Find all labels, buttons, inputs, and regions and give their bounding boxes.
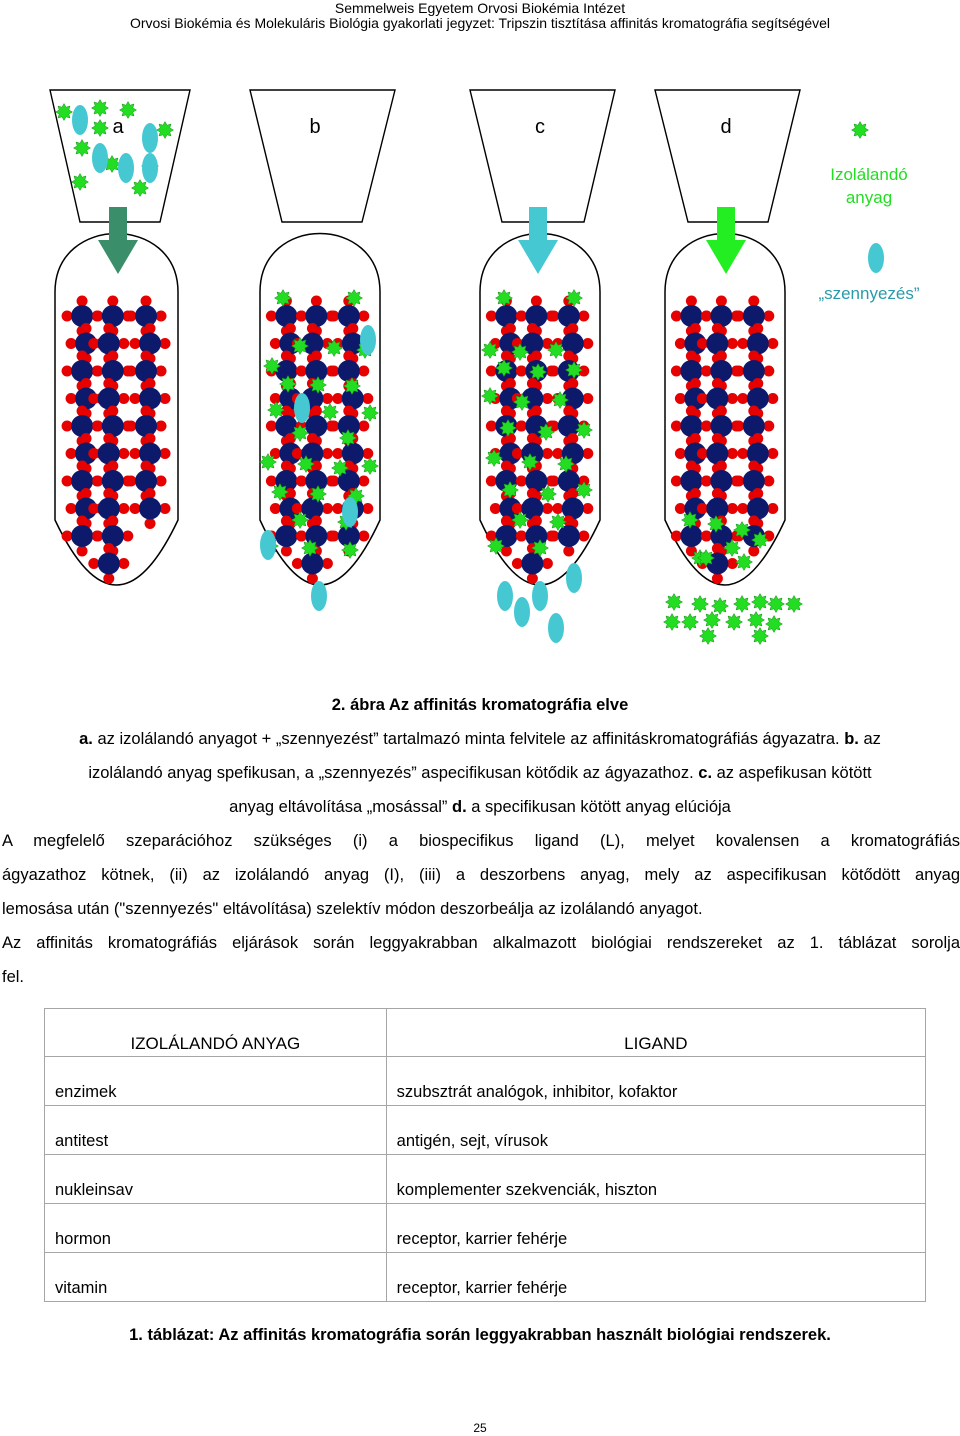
panel-label-b: b	[309, 116, 321, 138]
target-molecule-icon	[538, 424, 555, 441]
target-molecule-icon	[56, 104, 73, 121]
target-molecule-icon	[260, 454, 277, 471]
target-molecule-icon	[752, 532, 769, 549]
target-molecule-icon	[682, 512, 699, 529]
caption-step-b: b.	[844, 730, 859, 748]
target-molecule-icon	[486, 450, 503, 467]
table-cell: receptor, karrier fehérje	[386, 1204, 925, 1253]
legend-target-label: Izolálandó	[830, 165, 908, 184]
target-molecule-icon	[326, 340, 343, 357]
target-molecule-icon	[768, 596, 785, 613]
page-number: 25	[473, 1421, 487, 1435]
target-molecule-icon	[74, 140, 91, 157]
table-cell: antigén, sejt, vírusok	[386, 1106, 925, 1155]
impurity-molecule-icon	[142, 153, 158, 183]
target-molecule-icon	[576, 482, 593, 499]
affinity-chromatography-figure	[0, 80, 960, 650]
target-molecule-icon	[734, 596, 751, 613]
target-molecule-icon	[157, 122, 174, 139]
page-header-institute: Semmelweis Egyetem Orvosi Biokémia Intézet	[334, 0, 626, 16]
target-molecule-icon	[698, 550, 715, 567]
target-molecule-icon	[530, 364, 547, 381]
target-molecule-icon	[488, 538, 505, 555]
table-row	[45, 1204, 926, 1253]
table-cell: receptor, karrier fehérje	[386, 1253, 925, 1302]
target-molecule-icon	[268, 402, 285, 419]
target-molecule-icon	[92, 100, 109, 117]
target-molecule-icon	[712, 598, 729, 615]
impurity-molecule-icon	[72, 105, 88, 135]
target-molecule-icon	[514, 394, 531, 411]
target-molecule-icon	[522, 454, 539, 471]
table-cell: vitamin	[45, 1253, 387, 1302]
target-molecule-icon	[482, 388, 499, 405]
target-molecule-icon	[512, 512, 529, 529]
table-cell: nukleinsav	[45, 1155, 387, 1204]
impurity-molecule-icon	[294, 393, 310, 423]
target-molecule-icon	[482, 342, 499, 359]
panel-label-a: a	[112, 116, 124, 138]
impurity-molecule-icon	[342, 497, 358, 527]
target-molecule-icon	[500, 420, 517, 437]
target-molecule-icon	[734, 522, 751, 539]
arrow-shaft	[109, 207, 127, 243]
target-molecule-icon	[346, 290, 363, 307]
target-molecule-icon	[340, 430, 357, 447]
impurity-molecule-icon	[514, 597, 530, 627]
target-molecule-icon	[302, 540, 319, 557]
target-molecule-icon	[292, 425, 309, 442]
panel-label-d: d	[720, 116, 732, 138]
target-molecule-icon	[272, 484, 289, 501]
target-molecule-icon	[724, 540, 741, 557]
target-molecule-icon	[532, 540, 549, 557]
arrow-shaft	[717, 207, 735, 243]
impurity-molecule-icon	[548, 613, 564, 643]
legend-impurity-label: „szennyezés”	[818, 284, 920, 303]
target-molecule-icon	[322, 404, 339, 421]
table-cell: hormon	[45, 1204, 387, 1253]
body-paragraph-1-line-3: lemosása után ("szennyezés" eltávolítása) szelektív módon deszorbeálja az izolálandó anyagot.	[2, 900, 703, 918]
ligand-table	[44, 1008, 926, 1302]
target-molecule-icon	[292, 338, 309, 355]
target-molecule-icon	[766, 616, 783, 633]
target-molecule-icon	[310, 377, 327, 394]
body-paragraph-1-line-1: A megfelelő szeparációhoz szükséges (i) a biospecifikus ligand (L), melyet kovalensen a kromatográfiás	[2, 832, 960, 850]
caption-step-a: a.	[79, 730, 93, 748]
caption-step-d: d.	[452, 798, 467, 816]
funnel-b	[250, 90, 395, 222]
target-molecule-icon	[666, 594, 683, 611]
target-molecule-icon	[132, 180, 149, 197]
target-molecule-icon	[310, 486, 327, 503]
impurity-molecule-icon	[92, 143, 108, 173]
table-row	[45, 1155, 926, 1204]
figure-caption-line3: anyag eltávolítása „mosással” d. a specifikusan kötött anyag elúciója	[229, 798, 731, 816]
target-molecule-icon	[332, 460, 349, 477]
target-molecule-icon	[280, 376, 297, 393]
arrow-shaft	[529, 207, 547, 243]
impurity-molecule-icon	[142, 123, 158, 153]
target-molecule-icon	[748, 612, 765, 629]
body-paragraph-2-line-1: Az affinitás kromatográfiás eljárások során leggyakrabban alkalmazott biológiai rendszereket az 1. táblázat sorolja	[2, 934, 960, 952]
target-molecule-icon	[576, 422, 593, 439]
funnel-c	[470, 90, 615, 222]
funnel-d	[655, 90, 800, 222]
target-molecule-icon	[362, 458, 379, 475]
target-molecule-icon	[692, 596, 709, 613]
target-molecule-icon	[786, 596, 803, 613]
target-molecule-icon	[566, 290, 583, 307]
target-molecule-icon	[72, 174, 89, 191]
table-cell: antitest	[45, 1106, 387, 1155]
target-molecule-icon	[540, 486, 557, 503]
target-molecule-icon	[704, 612, 721, 629]
target-molecule-icon	[496, 360, 513, 377]
impurity-molecule-icon	[566, 563, 582, 593]
legend-target-label-2: anyag	[845, 188, 893, 207]
column-a	[55, 234, 178, 586]
target-molecule-icon	[558, 456, 575, 473]
target-molecule-icon	[496, 290, 513, 307]
target-molecule-icon	[502, 482, 519, 499]
table-header-ligand: LIGAND	[386, 1009, 925, 1057]
panel-label-c: c	[535, 116, 545, 138]
table-cell: enzimek	[45, 1057, 387, 1106]
figure-caption-title: 2. ábra Az affinitás kromatográfia elve	[331, 696, 629, 714]
impurity-molecule-icon	[360, 325, 376, 355]
target-molecule-icon	[298, 456, 315, 473]
page-header-title: Orvosi Biokémia és Molekuláris Biológia gyakorlati jegyzet: Tripszin tisztítása affinitás kromatográfia segítségével	[129, 15, 831, 31]
column-c	[480, 234, 600, 586]
target-molecule-icon	[92, 120, 109, 137]
impurity-molecule-icon	[311, 581, 327, 611]
target-molecule-icon	[550, 514, 567, 531]
caption-step-c: c.	[698, 764, 713, 782]
target-molecule-icon	[342, 542, 359, 559]
table-cell: szubsztrát analógok, inhibitor, kofaktor	[386, 1057, 925, 1106]
target-molecule-icon	[275, 290, 292, 307]
target-molecule-icon	[548, 342, 565, 359]
column-d	[665, 234, 785, 586]
target-molecule-icon	[752, 594, 769, 611]
target-molecule-icon	[362, 405, 379, 422]
body-paragraph-2-line-2: fel.	[2, 968, 25, 986]
target-molecule-icon	[264, 358, 281, 375]
target-molecule-icon	[736, 554, 753, 571]
target-molecule-icon	[752, 628, 769, 645]
impurity-molecule-icon	[532, 581, 548, 611]
table-cell: komplementer szekvenciák, hiszton	[386, 1155, 925, 1204]
table-row	[45, 1057, 926, 1106]
impurity-molecule-icon	[118, 153, 134, 183]
legend-impurity-icon	[868, 243, 884, 273]
table-row	[45, 1253, 926, 1302]
target-molecule-icon	[700, 628, 717, 645]
table-caption: 1. táblázat: Az affinitás kromatográfia során leggyakrabban használt biológiai rendszerek.	[129, 1326, 831, 1344]
target-molecule-icon	[664, 614, 681, 631]
target-molecule-icon	[682, 614, 699, 631]
legend-target-icon	[852, 122, 869, 139]
impurity-molecule-icon	[497, 581, 513, 611]
table-header-row	[45, 1009, 926, 1057]
impurity-molecule-icon	[260, 530, 276, 560]
target-molecule-icon	[566, 362, 583, 379]
table-row	[45, 1106, 926, 1155]
target-molecule-icon	[512, 344, 529, 361]
figure-caption-line2: izolálandó anyag spefikusan, a „szennyezés” aspecifikusan kötődik az ágyazathoz. c. az aspefikusan kötött	[88, 764, 872, 782]
body-paragraph-1-line-2: ágyazathoz kötnek, (ii) az izolálandó anyag (I), (iii) a deszorbens anyag, mely az aspecifikusan kötődött anyag	[2, 866, 960, 884]
target-molecule-icon	[292, 512, 309, 529]
target-molecule-icon	[708, 516, 725, 533]
table-header-target: IZOLÁLANDÓ ANYAG	[45, 1009, 387, 1057]
target-molecule-icon	[726, 614, 743, 631]
target-molecule-icon	[344, 378, 361, 395]
target-molecule-icon	[552, 392, 569, 409]
figure-caption-line1: a. az izolálandó anyagot + „szennyezést” tartalmazó minta felvitele az affinitáskromatográfiás ágyazatra. b. az	[79, 730, 881, 748]
